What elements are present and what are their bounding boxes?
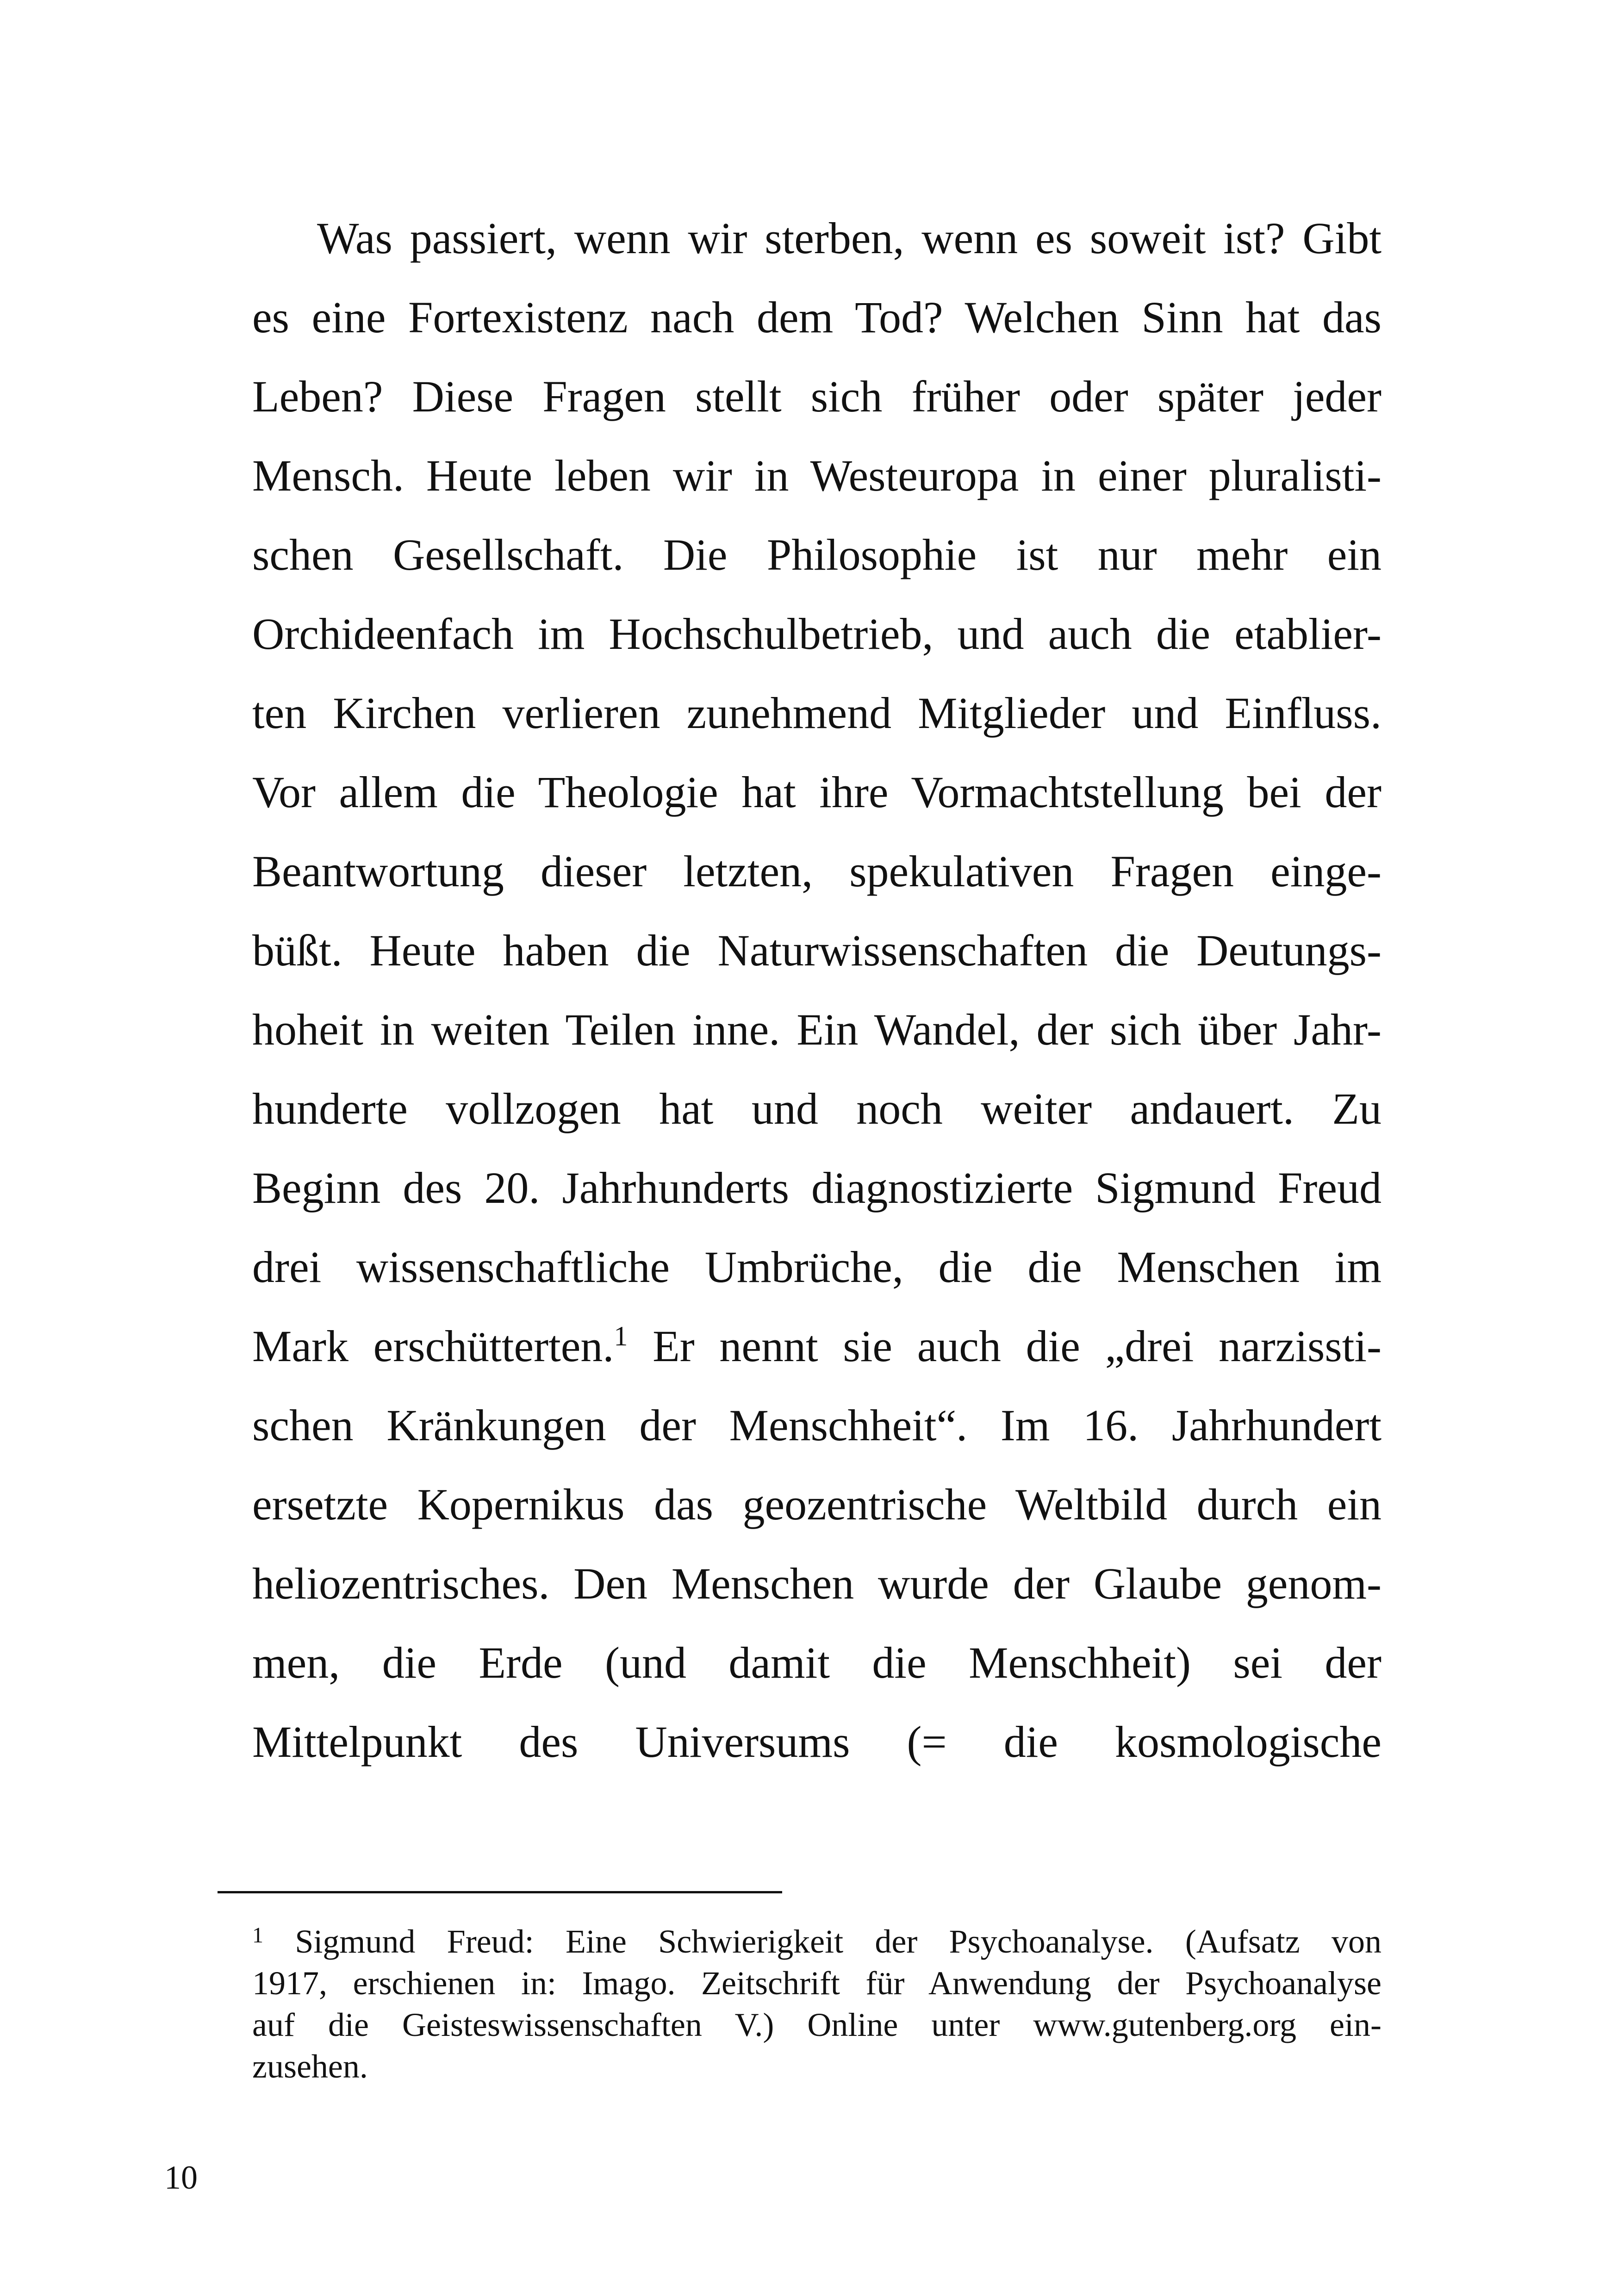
text-line: Was passiert, wenn wir sterben, wenn es soweit ist? Gibt xyxy=(317,213,1382,263)
text-line: schen Kränkungen der Menschheit“. Im 16. Jahrhundert xyxy=(252,1400,1382,1450)
text-segment: Mark erschütterten. xyxy=(252,1321,614,1371)
text-segment: Er nennt sie auch die „drei narzissti- xyxy=(653,1321,1382,1371)
footnote-text: Sigmund Freud: Eine Schwierigkeit der Psychoanalyse. (Aufsatz von xyxy=(295,1923,1382,1960)
text-line: ten Kirchen verlieren zunehmend Mitglieder und Einfluss. xyxy=(252,688,1382,738)
text-line: Orchideenfach im Hochschulbetrieb, und auch die etablier- xyxy=(252,609,1382,659)
text-line: es eine Fortexistenz nach dem Tod? Welchen Sinn hat das xyxy=(252,292,1382,342)
text-line: büßt. Heute haben die Naturwissenschaften die Deutungs- xyxy=(252,926,1382,975)
footnote-line: auf die Geisteswissenschaften V.) Online unter www.gutenberg.org ein- xyxy=(252,2006,1382,2043)
footnote-reference[interactable]: 1 xyxy=(614,1321,628,1351)
footnote-line xyxy=(252,1921,1382,1962)
text-line: men, die Erde (und damit die Menschheit) sei der xyxy=(252,1638,1382,1687)
text-line: schen Gesellschaft. Die Philosophie ist nur mehr ein xyxy=(252,530,1382,579)
text-line: hunderte vollzogen hat und noch weiter andauert. Zu xyxy=(252,1084,1382,1133)
text-line: Mensch. Heute leben wir in Westeuropa in einer pluralisti- xyxy=(252,451,1382,500)
footnote-separator xyxy=(218,1891,782,1893)
text-line-with-footnote xyxy=(252,1319,1382,1374)
text-line: heliozentrisches. Den Menschen wurde der Glaube genom- xyxy=(252,1559,1382,1608)
text-line: Leben? Diese Fragen stellt sich früher oder später jeder xyxy=(252,372,1382,421)
text-line: Beantwortung dieser letzten, spekulativen Fragen einge- xyxy=(252,846,1382,896)
text-line: Beginn des 20. Jahrhunderts diagnostizierte Sigmund Freud xyxy=(252,1163,1382,1213)
page-number: 10 xyxy=(164,2159,198,2196)
text-line: hoheit in weiten Teilen inne. Ein Wandel, der sich über Jahr- xyxy=(252,1005,1382,1054)
text-line: Mittelpunkt des Universums (= die kosmologische xyxy=(252,1717,1382,1767)
footnote-number: 1 xyxy=(252,1923,263,1948)
footnote-line: 1917, erschienen in: Imago. Zeitschrift für Anwendung der Psychoanalyse xyxy=(252,1965,1382,2002)
text-line: ersetzte Kopernikus das geozentrische Weltbild durch ein xyxy=(252,1480,1382,1529)
footnote-line: zusehen. xyxy=(252,2048,368,2085)
text-line: Vor allem die Theologie hat ihre Vormachtstellung bei der xyxy=(252,767,1382,817)
text-line: drei wissenschaftliche Umbrüche, die die Menschen im xyxy=(252,1242,1382,1292)
